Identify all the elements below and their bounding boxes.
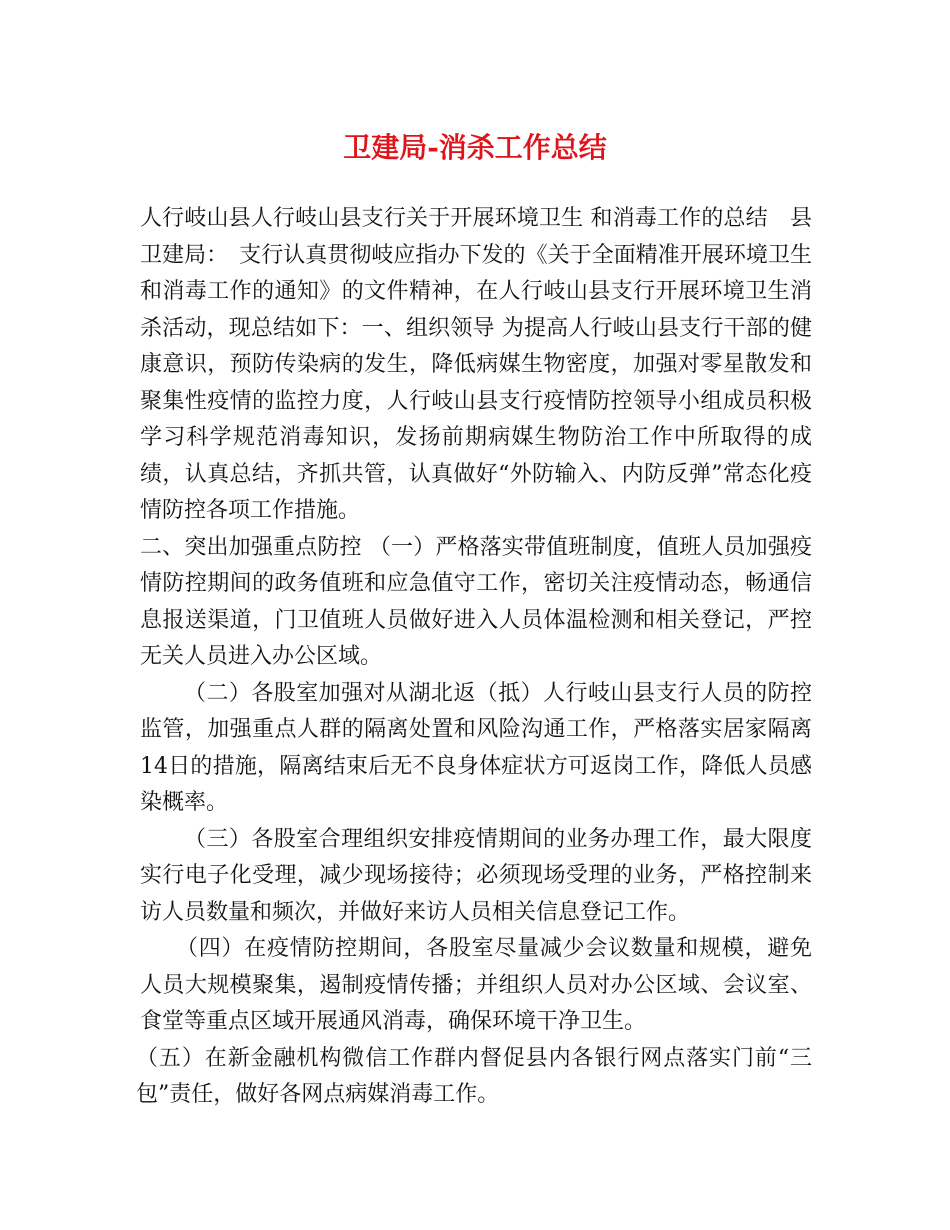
paragraph-item-four: （四）在疫情防控期间，各股室尽量减少会议数量和规模，避免人员大规模聚集，遏制疫情传播；并组织人员对办公区域、会议室、食堂等重点区域开展通风消毒，确保环境干净卫生。 [140, 936, 812, 1034]
paragraph-item-five: （五）在新金融机构微信工作群内督促县内各银行网点落实门前“三包”责任，做好各网点病媒消毒工作。 [136, 1045, 812, 1107]
document-title: 卫建局-消杀工作总结 [343, 131, 607, 164]
document-body [136, 201, 812, 1114]
paragraph-item-two: （二）各股室加强对从湖北返（抵）人行岐山县支行人员的防控监管，加强重点人群的隔离处置和风险沟通工作，严格落实居家隔离 14日的措施，隔离结束后无不良身体症状方可返岗工作，降低人员感染概率。 [140, 680, 812, 815]
paragraph-intro: 人行岐山县人行岐山县支行关于开展环境卫生 和消毒工作的总结 县卫建局： 支行认真贯彻岐应指办下发的《关于全面精准开展环境卫生和消毒工作的通知》的文件精神，在人行岐山县支行开展环境卫生消杀活动，现总结如下：一、组织领导 为提高人行岐山县支行干部的健康意识，预防传染病的发生，降低病媒生物密度，加强对零星散发和聚集性疫情的监控力度，人行岐山县支行疫情防控领导小组成员积极学习科学规范消毒知识，发扬前期病媒生物防治工作中所取得的成绩，认真总结，齐抓共管，认真做好“外防输入、内防反弹”常态化疫情防控各项工作措施。 [140, 206, 812, 523]
paragraph-item-three: （三）各股室合理组织安排疫情期间的业务办理工作，最大限度实行电子化受理，减少现场接待；必须现场受理的业务，严格控制来访人员数量和频次，并做好来访人员相关信息登记工作。 [140, 826, 812, 925]
paragraph-section-two: 二、突出加强重点防控 （一）严格落实带值班制度，值班人员加强疫情防控期间的政务值班和应急值守工作，密切关注疫情动态，畅通信息报送渠道，门卫值班人员做好进入人员体温检测和相关登记，严控无关人员进入办公区域。 [140, 534, 812, 669]
